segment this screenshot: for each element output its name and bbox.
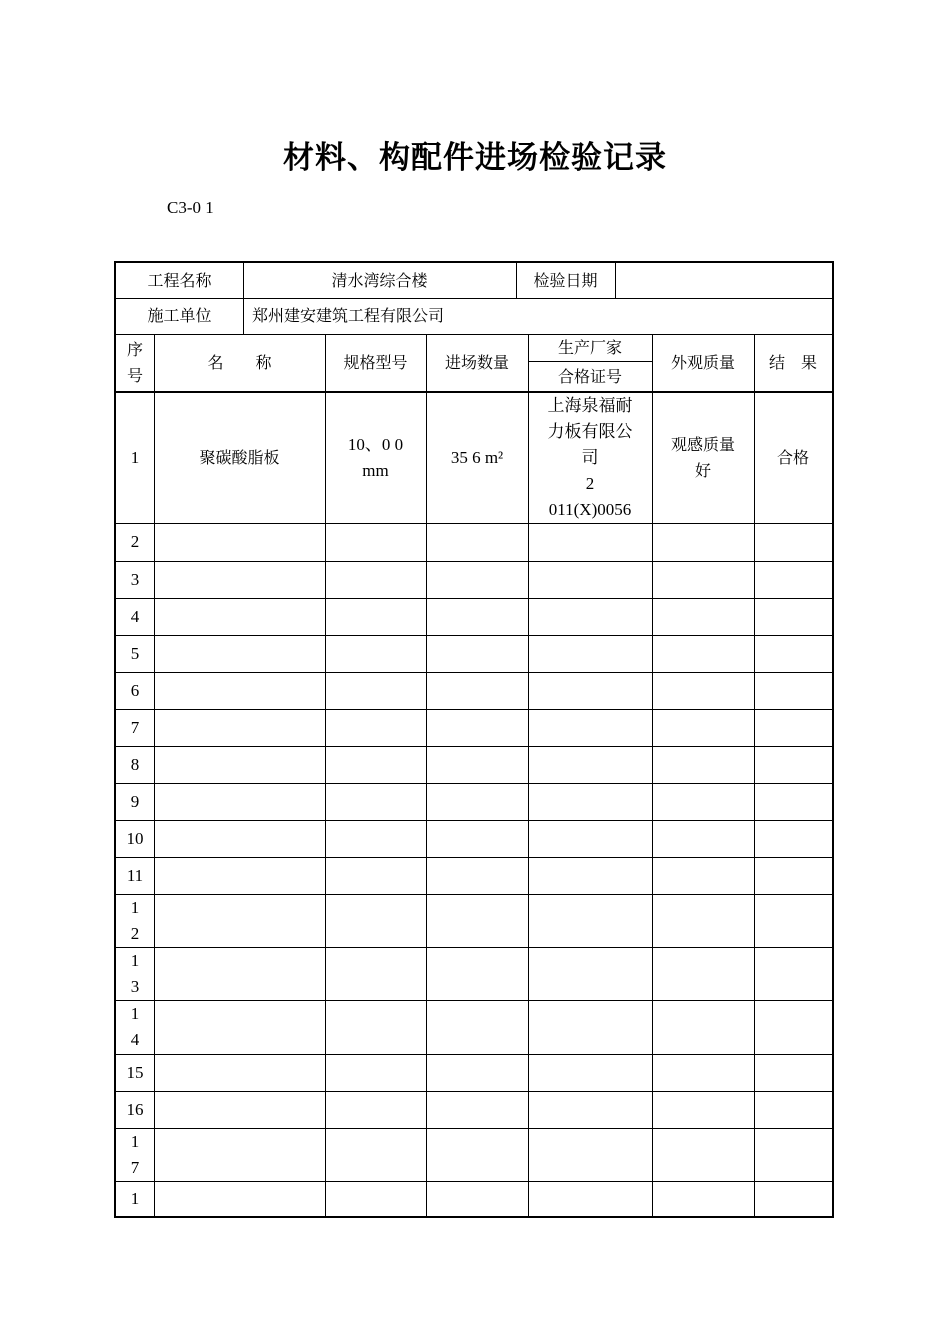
row-appearance [652,746,754,783]
row-manufacturer-certificate [528,598,652,635]
row-seq: 16 [126,1099,144,1119]
row-appearance: 观感质量 好 [670,434,735,480]
column-header-manufacturer: 生产厂家 [557,337,622,357]
row-name [154,1000,325,1054]
row-name [154,894,325,947]
project-name-label: 工程名称 [147,270,212,290]
row-result [754,561,832,598]
row-name [154,1128,325,1181]
row-result [754,894,832,947]
page-title: 材料、构配件进场检验记录 [283,140,667,176]
row-name [154,1054,325,1091]
row-quantity [426,1128,528,1181]
row-result [754,820,832,857]
row-appearance [652,1091,754,1128]
inspection-table [114,261,834,1218]
row-manufacturer-certificate [528,1181,652,1216]
column-header-result: 结 果 [768,353,817,372]
row-appearance [652,947,754,1000]
row-name [154,820,325,857]
row-result [754,1181,832,1216]
row-name [154,947,325,1000]
row-manufacturer-certificate [528,561,652,598]
row-result [754,523,832,561]
row-appearance [652,783,754,820]
row-manufacturer-certificate [528,672,652,709]
row-result [754,1128,832,1181]
row-spec [325,1181,426,1216]
row-manufacturer-certificate [528,635,652,672]
row-manufacturer-certificate [528,820,652,857]
row-seq: 11 [126,865,144,885]
company-value: 郑州建安建筑工程有限公司 [252,306,445,325]
row-result [754,746,832,783]
row-result [754,672,832,709]
row-spec [325,947,426,1000]
row-name [154,672,325,709]
row-seq: 1 [130,447,140,467]
row-quantity [426,746,528,783]
row-name [154,783,325,820]
row-result [754,1054,832,1091]
column-header-name: 名 称 [207,353,272,372]
row-seq: 3 [130,569,140,589]
row-spec [325,1054,426,1091]
row-appearance [652,561,754,598]
row-appearance [652,672,754,709]
row-quantity [426,1091,528,1128]
row-quantity [426,561,528,598]
column-header-seq: 序 号 [126,340,143,385]
row-result [754,709,832,746]
row-spec: 10、0 0 mm [347,434,404,480]
project-name-value: 清水湾综合楼 [331,270,428,290]
row-seq: 5 [130,643,140,663]
row-manufacturer-certificate [528,1128,652,1181]
row-seq: 10 [126,828,144,848]
row-appearance [652,598,754,635]
row-quantity [426,820,528,857]
row-manufacturer-certificate [528,894,652,947]
row-manufacturer-certificate [528,1054,652,1091]
row-quantity [426,709,528,746]
row-result [754,635,832,672]
row-spec [325,598,426,635]
row-name [154,1091,325,1128]
row-appearance [652,1054,754,1091]
row-spec [325,1000,426,1054]
row-quantity [426,635,528,672]
row-spec [325,783,426,820]
row-name [154,709,325,746]
row-seq: 9 [130,791,140,811]
row-result: 合格 [776,447,809,467]
row-appearance [652,635,754,672]
row-appearance [652,1000,754,1054]
row-result [754,1091,832,1128]
row-name [154,561,325,598]
row-spec [325,746,426,783]
row-spec [325,820,426,857]
row-appearance [652,1128,754,1181]
row-quantity [426,1000,528,1054]
column-header-quantity: 进场数量 [444,353,509,372]
column-header-spec: 规格型号 [343,353,408,372]
row-manufacturer-certificate [528,746,652,783]
row-name: 聚碳酸脂板 [199,447,280,467]
row-quantity: 35 6 m² [450,447,504,467]
row-seq: 7 [130,717,140,737]
row-seq: 15 [126,1062,144,1082]
row-seq: 1 7 [130,1131,140,1177]
row-seq: 1 2 [130,897,140,943]
row-name [154,857,325,894]
form-code: C3-0 1 [167,198,214,217]
row-result [754,598,832,635]
row-manufacturer-certificate [528,947,652,1000]
row-manufacturer-certificate: 上海泉福耐 力板有限公 司 2 011(X)0056 [547,395,633,519]
row-manufacturer-certificate [528,1091,652,1128]
column-header-appearance: 外观质量 [670,353,735,372]
row-name [154,635,325,672]
row-spec [325,709,426,746]
row-quantity [426,857,528,894]
row-seq: 8 [130,754,140,774]
row-manufacturer-certificate [528,523,652,561]
row-seq: 6 [130,680,140,700]
row-name [154,598,325,635]
row-spec [325,894,426,947]
row-manufacturer-certificate [528,857,652,894]
row-quantity [426,672,528,709]
inspection-date-value [615,263,832,298]
row-spec [325,561,426,598]
row-quantity [426,1181,528,1216]
row-result [754,1000,832,1054]
row-quantity [426,523,528,561]
row-result [754,783,832,820]
row-manufacturer-certificate [528,1000,652,1054]
row-appearance [652,709,754,746]
row-appearance [652,857,754,894]
row-name [154,746,325,783]
row-seq: 2 [130,532,140,551]
row-spec [325,635,426,672]
row-spec [325,1128,426,1181]
row-appearance [652,1181,754,1216]
row-seq: 1 3 [130,950,140,996]
row-spec [325,857,426,894]
row-result [754,857,832,894]
row-seq: 4 [130,606,140,626]
row-seq: 1 4 [130,1004,140,1049]
inspection-date-label: 检验日期 [533,270,598,290]
row-spec [325,1091,426,1128]
row-appearance [652,894,754,947]
row-quantity [426,783,528,820]
row-spec [325,523,426,561]
row-spec [325,672,426,709]
row-appearance [652,523,754,561]
row-quantity [426,894,528,947]
column-header-certificate: 合格证号 [557,366,622,386]
row-name [154,523,325,561]
row-quantity [426,598,528,635]
company-label: 施工单位 [147,306,212,325]
row-manufacturer-certificate [528,783,652,820]
row-manufacturer-certificate [528,709,652,746]
row-appearance [652,820,754,857]
row-seq: 1 [130,1188,140,1208]
row-quantity [426,1054,528,1091]
row-result [754,947,832,1000]
row-name [154,1181,325,1216]
row-quantity [426,947,528,1000]
